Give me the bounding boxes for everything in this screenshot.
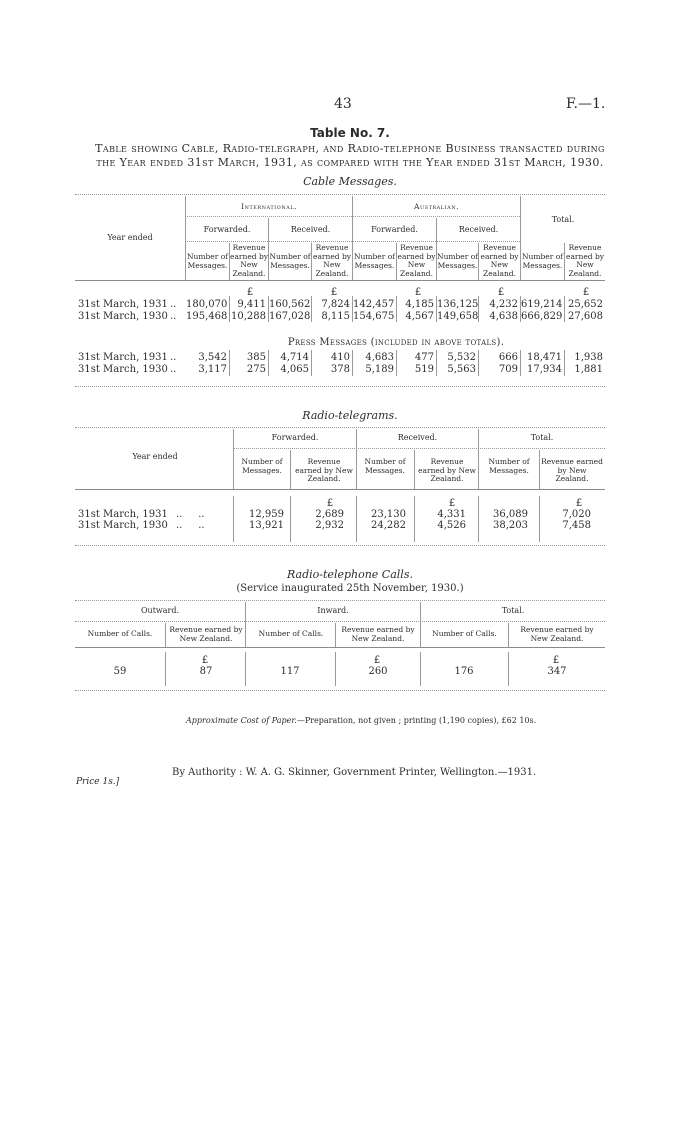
cable-aus-forwarded: Forwarded. (371, 225, 418, 234)
cell: 7,458 (562, 520, 591, 531)
rt-h-revenue: Revenue earned by New Zealand. (418, 457, 476, 483)
row-year: 31st March, 1931 (78, 509, 168, 520)
rtel-h-revenue: Revenue earned by New Zealand. (169, 625, 243, 643)
cell: 2,932 (315, 520, 344, 531)
radio-telegrams-heading: Radio-telegrams. (302, 409, 398, 422)
cable-h-revenue: Revenue earned by New Zealand. (313, 243, 351, 278)
rt-group-forwarded: Forwarded. (271, 433, 319, 442)
leader-dots: .. (170, 311, 177, 322)
cell: 4,065 (280, 364, 309, 375)
cell: 275 (246, 364, 266, 375)
cost-label: Approximate Cost of Paper. (186, 716, 297, 725)
cell: 4,683 (365, 352, 394, 363)
page-number: 43 (334, 96, 352, 112)
row-year: 31st March, 1931 (78, 299, 168, 310)
document-ref: F.—1. (566, 96, 606, 112)
cable-h-number: Number of Messages. (186, 252, 228, 270)
cable-group-total: Total. (551, 215, 575, 224)
row-year: 31st March, 1931 (78, 352, 168, 363)
row-year: 31st March, 1930 (78, 520, 168, 531)
cell: 619,214 (521, 299, 563, 310)
cell: 3,117 (198, 364, 227, 375)
cable-int-received: Received. (290, 225, 331, 234)
rt-h-number: Number of Messages. (488, 457, 530, 475)
cell: 25,652 (568, 299, 603, 310)
cell: 7,020 (562, 509, 591, 520)
cell: 1,881 (574, 364, 603, 375)
pound-sign: £ (497, 287, 505, 298)
cell: 4,714 (280, 352, 309, 363)
cable-int-forwarded: Forwarded. (203, 225, 251, 234)
table-title-line-1: Table showing Cable, Radio-telegraph, and Radio-telephone Business transacted during (95, 142, 605, 155)
cell: 4,526 (437, 520, 466, 531)
rt-group-received: Received. (397, 433, 438, 442)
cell: 1,938 (574, 352, 603, 363)
rtel-group-total: Total. (501, 606, 525, 615)
radio-telephone-heading: Radio-telephone Calls. (287, 568, 413, 581)
cable-aus-received: Received. (458, 225, 499, 234)
cable-h-revenue: Revenue earned by New Zealand. (397, 243, 436, 278)
pound-sign: £ (246, 287, 254, 298)
cell: 149,658 (437, 311, 479, 322)
pound-sign: £ (448, 498, 456, 509)
cable-h-revenue: Revenue earned by New Zealand. (480, 243, 519, 278)
cell: 410 (330, 352, 350, 363)
pound-sign: £ (373, 655, 381, 666)
cell: 378 (330, 364, 350, 375)
pound-sign: £ (330, 287, 338, 298)
table-title-line-2: the Year ended 31st March, 1931, as compared with the Year ended 31st March, 1930. (96, 156, 604, 169)
cell: 385 (246, 352, 266, 363)
cable-col-year: Year ended (107, 233, 153, 242)
cost-of-paper (186, 716, 536, 725)
cell: 142,457 (353, 299, 395, 310)
press-messages-heading: Press Messages (included in above totals). (287, 337, 505, 348)
pound-sign: £ (582, 287, 590, 298)
cell: 24,282 (371, 520, 406, 531)
cell: 27,608 (568, 311, 603, 322)
rt-group-total: Total. (530, 433, 554, 442)
cell: 36,089 (493, 509, 528, 520)
cable-h-number: Number of Messages. (269, 252, 311, 270)
rt-col-year: Year ended (132, 452, 178, 461)
cell: 5,563 (447, 364, 476, 375)
pound-sign: £ (552, 655, 560, 666)
row-year: 31st March, 1930 (78, 364, 168, 375)
rt-h-number: Number of Messages. (241, 457, 283, 475)
leader-dots: .. .. (176, 509, 205, 520)
cell: 160,562 (269, 299, 311, 310)
rtel-h-calls: Number of Calls. (258, 629, 324, 638)
pound-sign: £ (326, 498, 334, 509)
rt-h-revenue: Revenue earned by New Zealand. (541, 457, 603, 483)
radio-telephone-subheading: (Service inaugurated 25th November, 1930.) (236, 583, 464, 594)
cell: 87 (199, 666, 213, 677)
cell: 347 (547, 666, 567, 677)
cell: 3,542 (198, 352, 227, 363)
cell: 195,468 (186, 311, 228, 322)
cell: 136,125 (437, 299, 479, 310)
cable-h-number: Number of Messages. (521, 252, 563, 270)
pound-sign: £ (414, 287, 422, 298)
rtel-h-calls: Number of Calls. (432, 629, 497, 638)
pound-sign: £ (575, 498, 583, 509)
cell: 666,829 (521, 311, 563, 322)
cell: 10,288 (231, 311, 266, 322)
cell: 2,689 (315, 509, 344, 520)
cell: 59 (113, 666, 127, 677)
cell: 7,824 (321, 299, 350, 310)
cell: 4,638 (489, 311, 518, 322)
leader-dots: .. (170, 364, 177, 375)
cell: 4,185 (405, 299, 434, 310)
rtel-h-revenue: Revenue earned by New Zealand. (520, 625, 594, 643)
price: Price 1s.] (76, 777, 120, 787)
cell: 13,921 (249, 520, 284, 531)
cable-group-australian: Australian. (414, 202, 459, 211)
leader-dots: .. .. (176, 520, 205, 531)
rtel-group-inward: Inward. (317, 606, 349, 615)
cell: 666 (498, 352, 518, 363)
cable-h-revenue: Revenue earned by New Zealand. (230, 243, 268, 278)
cell: 167,028 (269, 311, 311, 322)
cost-text: —Preparation, not given ; printing (1,190 copies), £62 10s. (296, 716, 537, 725)
cell: 17,934 (527, 364, 562, 375)
cell: 519 (414, 364, 434, 375)
rt-h-revenue: Revenue earned by New Zealand. (295, 457, 353, 483)
cell: 23,130 (371, 509, 406, 520)
rtel-group-outward: Outward. (140, 606, 180, 615)
rtel-h-calls: Number of Calls. (87, 629, 153, 638)
cable-h-number: Number of Messages. (353, 252, 395, 270)
cell: 4,567 (405, 311, 434, 322)
cell: 9,411 (237, 299, 266, 310)
cell: 5,532 (447, 352, 476, 363)
authority-line: By Authority : W. A. G. Skinner, Government Printer, Wellington.—1931. (172, 767, 537, 778)
rtel-h-revenue: Revenue earned by New Zealand. (341, 625, 415, 643)
cable-group-international: International. (241, 202, 297, 211)
cell: 4,232 (489, 299, 518, 310)
cable-heading: Cable Messages. (303, 175, 397, 188)
cell: 18,471 (527, 352, 562, 363)
pound-sign: £ (201, 655, 209, 666)
cable-h-revenue: Revenue earned by New Zealand. (566, 243, 604, 278)
cell: 709 (498, 364, 518, 375)
cell: 260 (368, 666, 388, 677)
cable-h-number: Number of Messages. (437, 252, 479, 270)
cell: 4,331 (437, 509, 466, 520)
cell: 12,959 (249, 509, 284, 520)
cell: 117 (280, 666, 300, 677)
cell: 176 (454, 666, 474, 677)
cell: 154,675 (353, 311, 395, 322)
row-year: 31st March, 1930 (78, 311, 168, 322)
leader-dots: .. (170, 352, 177, 363)
cell: 8,115 (321, 311, 350, 322)
rt-h-number: Number of Messages. (364, 457, 406, 475)
cell: 5,189 (365, 364, 394, 375)
table-number: Table No. 7. (310, 126, 390, 140)
cell: 180,070 (186, 299, 228, 310)
cell: 477 (414, 352, 434, 363)
leader-dots: .. (170, 299, 177, 310)
cell: 38,203 (493, 520, 528, 531)
